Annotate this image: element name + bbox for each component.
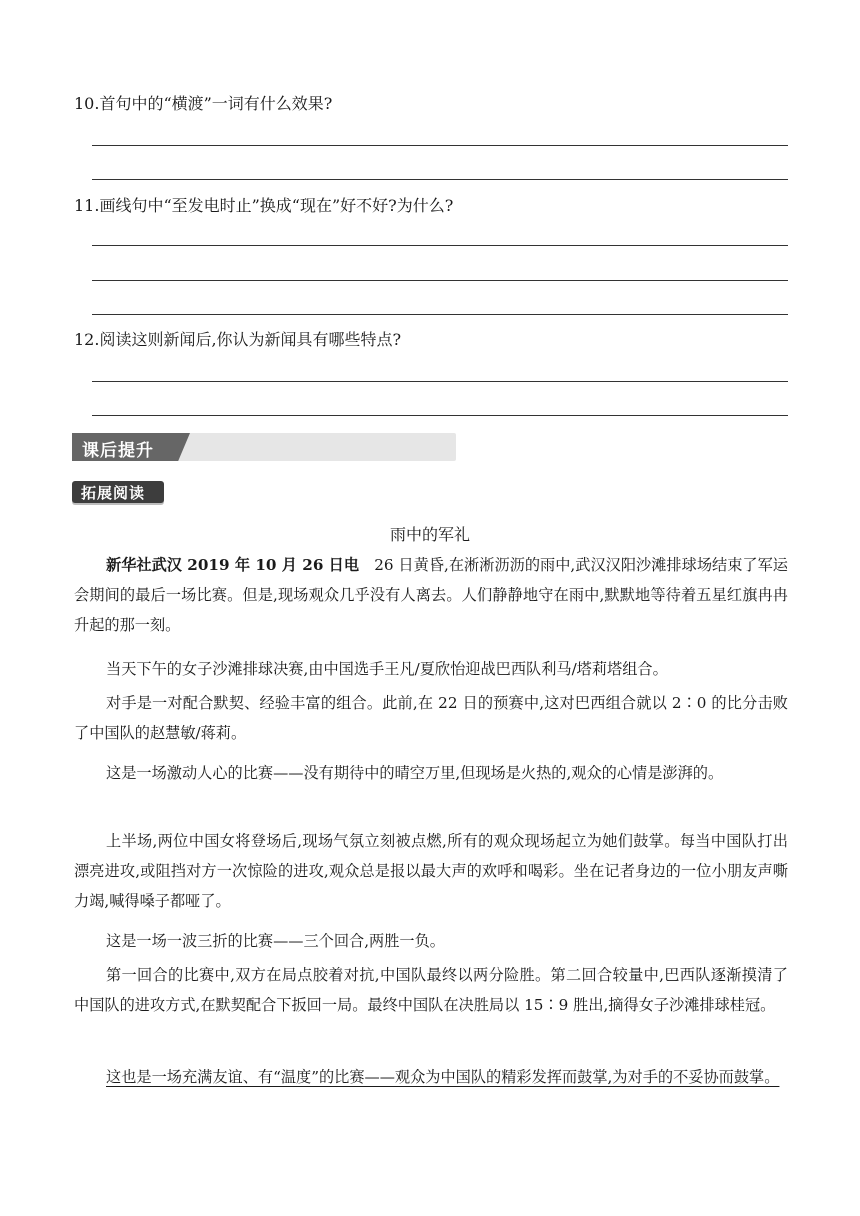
article-paragraph: 这是一场一波三折的比赛——三个回合,两胜一负。	[106, 932, 445, 950]
article-paragraph: 上半场,两位中国女将登场后,现场气氛立刻被点燃,所有的观众现场起立为她们鼓掌。每当中国队打出漂亮进攻,或阻挡对方一次惊险的进攻,观众总是报以最大声的欢呼和喝彩。坐在记者身边的一位小朋友声嘶力竭,喊得嗓子都哑了。	[74, 832, 788, 910]
answer-line[interactable]	[92, 415, 788, 416]
question-10: 10.首句中的“横渡”一词有什么效果?	[74, 94, 333, 113]
article-paragraph: 这是一场激动人心的比赛——没有期待中的晴空万里,但现场是火热的,观众的心情是澎湃的。	[106, 764, 724, 782]
paragraph-text: 26 日黄昏,在淅淅沥沥的雨中,武汉汉阳沙滩排球场结束了军运会期间的最后一场比赛。但是,现场观众几乎没有人离去。人们静静地守在雨中,默默地等待着五星红旗冉冉升起的那一刻。	[74, 556, 788, 634]
section-banner-label: 课后提升	[82, 441, 154, 461]
answer-line[interactable]	[92, 245, 788, 246]
underlined-sentence: 这也是一场充满友谊、有“温度”的比赛——观众为中国队的精彩发挥而鼓掌,为对手的不妥协而鼓掌。	[106, 1068, 780, 1086]
article-paragraph: 第一回合的比赛中,双方在局点胶着对抗,中国队最终以两分险胜。第二回合较量中,巴西队逐渐摸清了中国队的进攻方式,在默契配合下扳回一局。最终中国队在决胜局以 15∶9 胜出,摘得女子沙滩排球桂冠。	[74, 966, 788, 1014]
answer-line[interactable]	[92, 179, 788, 180]
section-banner	[72, 433, 456, 461]
answer-line[interactable]	[92, 145, 788, 146]
reading-tag-label: 拓展阅读	[81, 484, 146, 502]
answer-line[interactable]	[92, 314, 788, 315]
article-title: 雨中的军礼	[389, 525, 470, 544]
answer-line[interactable]	[92, 280, 788, 281]
article-paragraph: 当天下午的女子沙滩排球决赛,由中国选手王凡/夏欣怡迎战巴西队利马/塔莉塔组合。	[106, 660, 668, 678]
answer-line[interactable]	[92, 381, 788, 382]
question-12: 12.阅读这则新闻后,你认为新闻具有哪些特点?	[74, 330, 402, 349]
article-paragraph: 对手是一对配合默契、经验丰富的组合。此前,在 22 日的预赛中,这对巴西组合就以 2∶0 的比分击败了中国队的赵慧敏/蒋莉。	[74, 694, 788, 742]
dateline: 新华社武汉 2019 年 10 月 26 日电	[106, 556, 360, 574]
question-11: 11.画线句中“至发电时止”换成“现在”好不好?为什么?	[74, 196, 454, 215]
article-paragraph	[74, 550, 788, 640]
reading-tag	[72, 481, 164, 503]
